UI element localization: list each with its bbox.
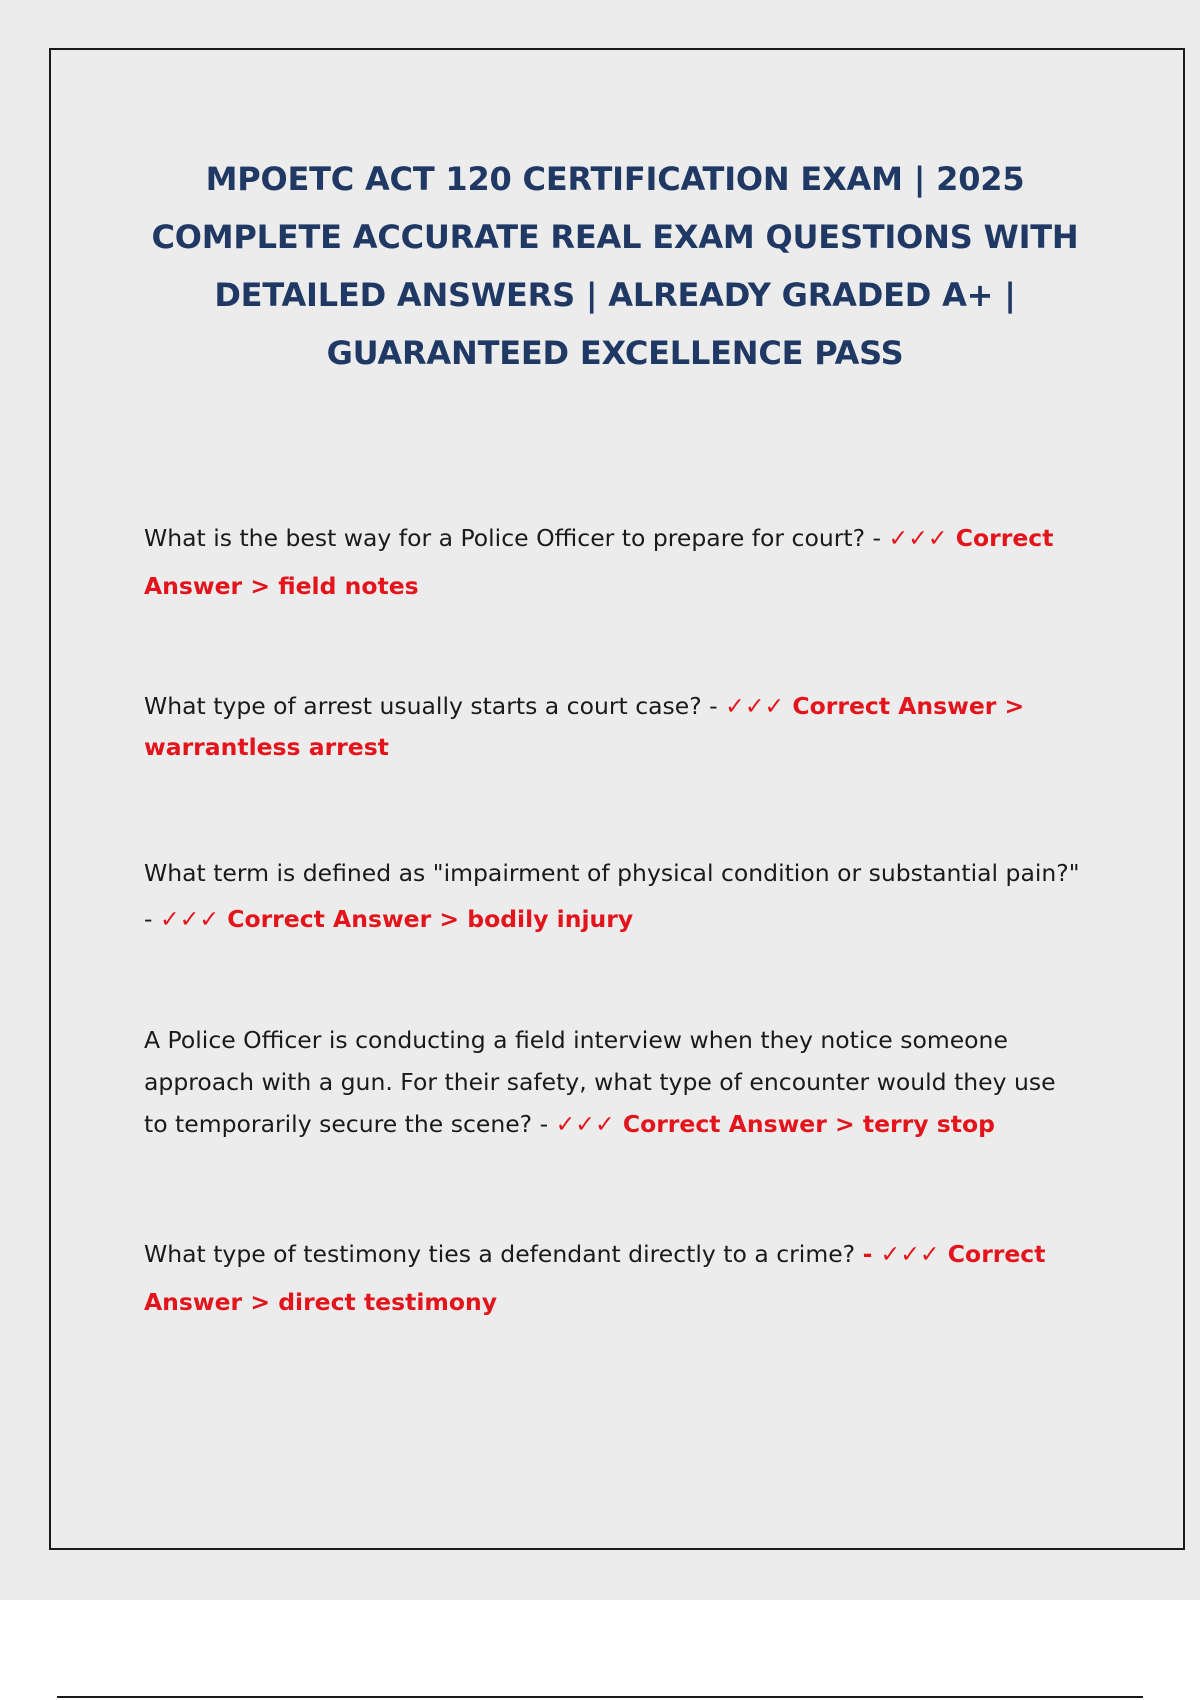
answer-text: - ✓✓✓ Correct Answer > direct testimony bbox=[144, 1240, 1046, 1316]
answer-text: ✓✓✓ Correct Answer > warrantless arrest bbox=[144, 692, 1025, 761]
question-text: What is the best way for a Police Officer to prepare for court? - bbox=[144, 524, 889, 552]
qa-item bbox=[144, 686, 1084, 768]
question-text: What term is defined as "impairment of physical condition or substantial pain?" - bbox=[144, 859, 1080, 933]
question-text: A Police Officer is conducting a field interview when they notice someone approach with a gun. For their safety, what type of encounter would they use to temporarily secure the scene? - bbox=[144, 1026, 1056, 1138]
qa-item bbox=[144, 1019, 1084, 1145]
question-text: What type of arrest usually starts a court case? - bbox=[144, 692, 726, 720]
question-text: What type of testimony ties a defendant directly to a crime? bbox=[144, 1240, 863, 1268]
answer-text: ✓✓✓ Correct Answer > bodily injury bbox=[159, 905, 634, 933]
answer-text: ✓✓✓ Correct Answer > field notes bbox=[144, 524, 1054, 600]
qa-item bbox=[144, 1230, 1084, 1326]
qa-item bbox=[144, 850, 1084, 942]
answer-text: ✓✓✓ Correct Answer > terry stop bbox=[555, 1110, 995, 1138]
qa-item bbox=[144, 514, 1084, 610]
document-title: MPOETC ACT 120 CERTIFICATION EXAM | 2025 COMPLETE ACCURATE REAL EXAM QUESTIONS WITH DETAILED ANSWERS | ALREADY GRADED A+ | GUARANTEED EXCELLENCE PASS bbox=[151, 160, 1079, 372]
footer-divider bbox=[57, 1696, 1143, 1698]
